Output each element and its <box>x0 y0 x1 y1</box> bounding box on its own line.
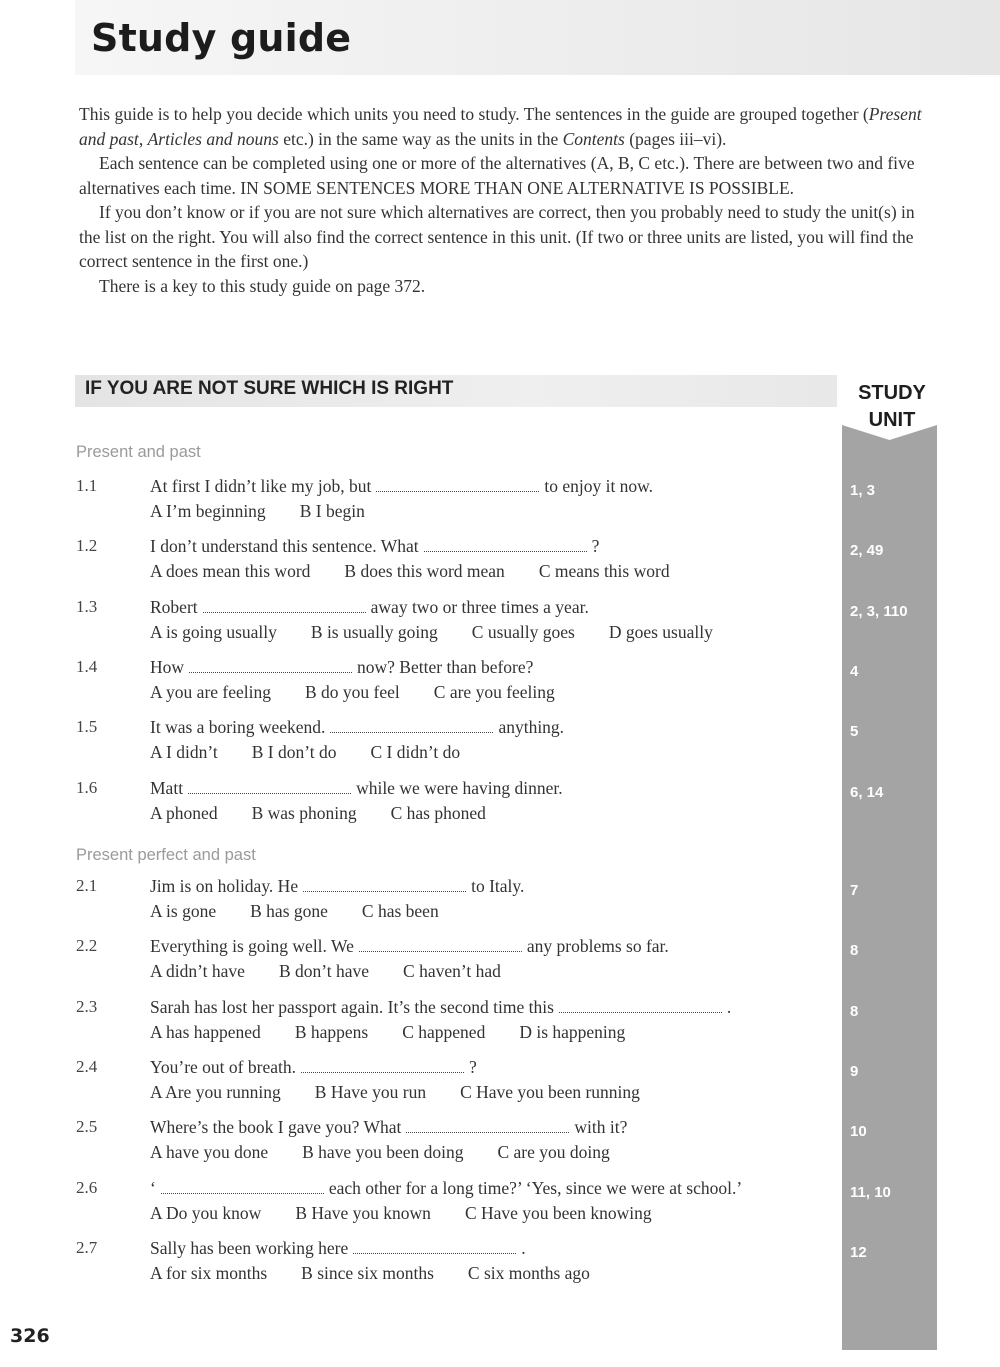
answer-option: C Have you been running <box>460 1082 640 1102</box>
answer-option: B do you feel <box>305 682 400 702</box>
answer-alternatives <box>150 501 399 522</box>
intro-paragraph-1: This guide is to help you decide which units you need to study. The sentences in the guide are grouped together (Present and past, Articles and nouns etc.) in the same way as the units in the Contents (pages iii–vi). <box>79 104 922 149</box>
answer-option: B is usually going <box>310 622 438 642</box>
question-sentence <box>150 657 533 678</box>
question-number: 1.4 <box>76 657 98 676</box>
sentence-end: anything. <box>498 717 565 737</box>
question-sentence <box>150 936 669 957</box>
answer-option: C are you feeling <box>433 682 555 702</box>
question-number: 2.4 <box>76 1057 98 1076</box>
answer-option: A didn’t have <box>150 961 245 981</box>
answer-option: C means this word <box>538 561 670 581</box>
sentence-start: I don’t understand this sentence. What <box>150 536 419 556</box>
answer-option: A I’m beginning <box>150 501 266 521</box>
study-unit-ref: 1, 3 <box>850 482 876 499</box>
question-number: 2.6 <box>76 1178 98 1197</box>
study-unit-heading: STUDY UNIT <box>858 382 926 431</box>
answer-blank <box>559 1000 722 1013</box>
question-sentence <box>150 778 563 799</box>
answer-option: A I didn’t <box>150 742 218 762</box>
sentence-start: How <box>150 657 185 677</box>
intro-paragraph-3: If you don’t know or if you are not sure which alternatives are correct, then you probably need to study the unit(s) in the list on the right. You will also find the correct sentence in this unit. (If two or three units are listed, you will find the correct sentence in the first one.) <box>79 202 915 271</box>
answer-option: C haven’t had <box>403 961 501 981</box>
answer-option: C I didn’t do <box>370 742 461 762</box>
study-unit-ref: 10 <box>850 1123 867 1140</box>
sentence-start: Jim is on holiday. He <box>150 876 299 896</box>
question-item <box>0 778 884 828</box>
page-number: 326 <box>10 1325 50 1347</box>
answer-option: B Have you known <box>295 1203 431 1223</box>
question-sentence <box>150 1117 627 1138</box>
answer-alternatives <box>150 682 589 703</box>
answer-option: A has happened <box>150 1022 261 1042</box>
answer-alternatives <box>150 742 494 763</box>
sentence-start: ‘ <box>150 1178 156 1198</box>
answer-option: C happened <box>402 1022 486 1042</box>
answer-option: D goes usually <box>608 622 713 642</box>
sentence-end: each other for a long time?’ ‘Yes, since we were at school.’ <box>328 1178 743 1198</box>
sentence-start: Robert <box>150 597 198 617</box>
answer-option: A phoned <box>150 803 218 823</box>
study-unit-ref: 4 <box>850 663 859 680</box>
question-number: 1.3 <box>76 597 98 616</box>
answer-option: B don’t have <box>278 961 370 981</box>
study-unit-ref: 9 <box>850 1063 859 1080</box>
sentence-end: away two or three times a year. <box>370 597 589 617</box>
study-unit-ref: 6, 14 <box>850 784 884 801</box>
question-item <box>0 997 859 1047</box>
answer-blank <box>330 720 493 733</box>
study-unit-ref: 2, 49 <box>850 542 884 559</box>
sentence-end: . <box>726 997 732 1017</box>
answer-alternatives <box>150 561 704 582</box>
sentence-end: ? <box>468 1057 477 1077</box>
answer-blank <box>303 879 466 892</box>
sentence-start: At first I didn’t like my job, but <box>150 476 372 496</box>
question-number: 2.3 <box>76 997 98 1016</box>
question-sentence <box>150 597 589 618</box>
answer-alternatives <box>150 803 520 824</box>
answer-option: C has been <box>361 901 439 921</box>
sentence-start: Matt <box>150 778 184 798</box>
answer-blank <box>203 600 366 613</box>
answer-option: B has gone <box>250 901 328 921</box>
answer-blank <box>424 539 587 552</box>
answer-alternatives <box>150 901 473 922</box>
question-item <box>0 717 859 767</box>
answer-blank <box>161 1181 324 1194</box>
answer-option: C has phoned <box>390 803 486 823</box>
answer-option: B was phoning <box>251 803 357 823</box>
answer-alternatives <box>150 622 747 643</box>
question-sentence <box>150 1057 477 1078</box>
answer-option: A for six months <box>150 1263 268 1283</box>
answer-option: B I begin <box>299 501 365 521</box>
answer-blank <box>359 939 522 952</box>
question-sentence <box>150 876 524 897</box>
answer-option: C usually goes <box>471 622 575 642</box>
question-item <box>0 1117 867 1167</box>
answer-option: B I don’t do <box>251 742 337 762</box>
question-item <box>0 1057 859 1107</box>
answer-blank <box>376 479 539 492</box>
study-unit-ref: 8 <box>850 942 859 959</box>
answer-alternatives <box>150 1022 659 1043</box>
answer-blank <box>353 1241 516 1254</box>
sentence-start: Sally has been working here <box>150 1238 349 1258</box>
sentence-start: Everything is going well. We <box>150 936 354 956</box>
sentence-start: You’re out of breath. <box>150 1057 296 1077</box>
study-unit-ref: 7 <box>850 882 859 899</box>
sentence-end: to Italy. <box>471 876 525 896</box>
study-unit-ref: 11, 10 <box>850 1184 891 1201</box>
answer-option: B happens <box>294 1022 369 1042</box>
sentence-end: . <box>521 1238 526 1258</box>
question-number: 1.1 <box>76 476 98 495</box>
answer-alternatives <box>150 961 535 982</box>
question-number: 2.1 <box>76 876 98 895</box>
answer-alternatives <box>150 1203 686 1224</box>
answer-option: A is going usually <box>150 622 277 642</box>
answer-blank <box>189 660 352 673</box>
question-sentence <box>150 717 564 738</box>
question-number: 1.2 <box>76 536 98 555</box>
answer-alternatives <box>150 1082 674 1103</box>
question-item <box>0 1178 891 1228</box>
section-title: Present and past <box>76 443 201 461</box>
study-unit-ref: 2, 3, 110 <box>850 603 908 620</box>
question-item <box>0 476 876 526</box>
question-item <box>0 876 859 926</box>
sentence-end: ? <box>591 536 600 556</box>
study-unit-ref: 5 <box>850 723 859 740</box>
question-sentence <box>150 997 731 1018</box>
question-sentence <box>150 1178 742 1199</box>
question-number: 1.6 <box>76 778 98 797</box>
question-item <box>0 536 884 586</box>
answer-option: A is gone <box>150 901 217 921</box>
answer-option: A Are you running <box>150 1082 281 1102</box>
answer-blank <box>406 1120 569 1133</box>
question-item <box>0 597 908 647</box>
answer-option: B have you been doing <box>302 1142 464 1162</box>
answer-blank <box>301 1060 464 1073</box>
sentence-end: now? Better than before? <box>357 657 534 677</box>
answer-option: A Do you know <box>150 1203 262 1223</box>
intro-text <box>79 102 929 298</box>
answer-option: B since six months <box>301 1263 434 1283</box>
sentence-start: Where’s the book I gave you? What <box>150 1117 402 1137</box>
intro-paragraph-2: Each sentence can be completed using one or more of the alternatives (A, B, C etc.). There are between two and five alternatives each time. IN SOME SENTENCES MORE THAN ONE ALTERNATIVE IS POSSIBLE. <box>79 153 915 198</box>
question-sentence <box>150 536 599 557</box>
question-number: 2.7 <box>76 1238 98 1257</box>
intro-paragraph-4: There is a key to this study guide on page 372. <box>99 275 426 296</box>
answer-option: B Have you run <box>314 1082 427 1102</box>
answer-option: B does this word mean <box>344 561 505 581</box>
question-item <box>0 936 859 986</box>
question-sentence <box>150 1238 526 1259</box>
answer-option: C Have you been knowing <box>464 1203 652 1223</box>
table-header: IF YOU ARE NOT SURE WHICH IS RIGHT <box>85 378 454 399</box>
sentence-start: It was a boring weekend. <box>150 717 326 737</box>
answer-option: D is happening <box>519 1022 626 1042</box>
sentence-start: Sarah has lost her passport again. It’s the second time this <box>150 997 554 1017</box>
answer-alternatives <box>150 1263 624 1284</box>
question-item <box>0 1238 867 1288</box>
answer-option: A does mean this word <box>150 561 311 581</box>
sentence-end: to enjoy it now. <box>544 476 654 496</box>
answer-alternatives <box>150 1142 644 1163</box>
question-sentence <box>150 476 653 497</box>
sentence-end: with it? <box>574 1117 628 1137</box>
question-item <box>0 657 859 707</box>
answer-option: C six months ago <box>467 1263 590 1283</box>
study-unit-ref: 8 <box>850 1003 859 1020</box>
answer-blank <box>188 781 351 794</box>
answer-option: A you are feeling <box>150 682 271 702</box>
sentence-end: any problems so far. <box>526 936 669 956</box>
section-title: Present perfect and past <box>76 846 256 864</box>
answer-option: A have you done <box>150 1142 269 1162</box>
question-number: 2.5 <box>76 1117 98 1136</box>
sentence-end: while we were having dinner. <box>356 778 563 798</box>
study-unit-ref: 12 <box>850 1244 867 1261</box>
question-number: 2.2 <box>76 936 98 955</box>
question-number: 1.5 <box>76 717 98 736</box>
page-title: Study guide <box>91 16 352 60</box>
answer-option: C are you doing <box>497 1142 610 1162</box>
